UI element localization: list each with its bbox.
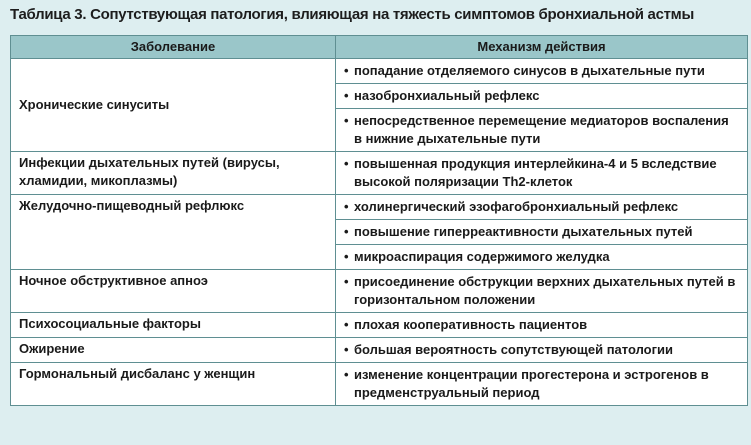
table-row	[11, 270, 748, 313]
column-header-disease: Заболевание	[11, 36, 336, 59]
table-row	[11, 59, 748, 152]
mechanism-cell	[336, 338, 748, 363]
table-header-row	[11, 36, 748, 59]
bullet-icon: •	[344, 113, 349, 128]
disease-cell: Ожирение	[11, 338, 336, 363]
table-row	[11, 363, 748, 406]
mechanism-item	[336, 363, 747, 405]
mechanism-item	[336, 152, 747, 194]
bullet-icon: •	[344, 249, 349, 264]
mechanism-item	[336, 195, 747, 219]
mechanism-text: назобронхиальный рефлекс	[354, 88, 540, 103]
bullet-icon: •	[344, 317, 349, 332]
column-header-mechanism: Механизм действия	[336, 36, 748, 59]
mechanism-item	[336, 270, 747, 312]
mechanism-item	[336, 219, 747, 244]
bullet-icon: •	[344, 199, 349, 214]
table-row	[11, 152, 748, 195]
mechanism-text: большая вероятность сопутствующей патологии	[354, 342, 674, 357]
mechanism-text: плохая кооперативность пациентов	[354, 317, 588, 332]
mechanism-cell	[336, 313, 748, 338]
bullet-icon: •	[344, 274, 349, 289]
bullet-icon: •	[344, 88, 349, 103]
table-row	[11, 313, 748, 338]
mechanism-text: непосредственное перемещение медиаторов воспаления в нижние дыхательные пути	[354, 113, 729, 146]
mechanism-item	[336, 313, 747, 337]
bullet-icon: •	[344, 224, 349, 239]
bullet-icon: •	[344, 342, 349, 357]
mechanism-cell	[336, 195, 748, 270]
disease-cell: Хронические синуситы	[11, 59, 336, 152]
disease-cell: Психосоциальные факторы	[11, 313, 336, 338]
disease-cell: Инфекции дыхательных путей (вирусы, хламидии, микоплазмы)	[11, 152, 336, 195]
mechanism-item	[336, 108, 747, 151]
mechanism-text: холинергический эзофагобронхиальный рефлекс	[354, 199, 679, 214]
mechanism-cell	[336, 152, 748, 195]
comorbidity-table	[10, 35, 748, 406]
mechanism-item	[336, 59, 747, 83]
mechanism-text: повышенная продукция интерлейкина-4 и 5 вследствие высокой поляризации Th2-клеток	[354, 156, 717, 189]
mechanism-item	[336, 338, 747, 362]
mechanism-text: присоединение обструкции верхних дыхательных путей в горизонтальном положении	[354, 274, 736, 307]
mechanism-text: микроаспирация содержимого желудка	[354, 249, 610, 264]
mechanism-cell	[336, 270, 748, 313]
mechanism-text: повышение гиперреактивности дыхательных путей	[354, 224, 693, 239]
mechanism-cell	[336, 59, 748, 152]
bullet-icon: •	[344, 156, 349, 171]
bullet-icon: •	[344, 63, 349, 78]
bullet-icon: •	[344, 367, 349, 382]
table-row	[11, 338, 748, 363]
mechanism-text: попадание отделяемого синусов в дыхательные пути	[354, 63, 705, 78]
mechanism-item	[336, 83, 747, 108]
table-body	[11, 59, 748, 406]
table-row	[11, 195, 748, 270]
disease-cell: Гормональный дисбаланс у женщин	[11, 363, 336, 406]
table-title: Таблица 3. Сопутствующая патология, влияющая на тяжесть симптомов бронхиальной астмы	[10, 6, 694, 23]
mechanism-text: изменение концентрации прогестерона и эстрогенов в предменструальный период	[354, 367, 709, 400]
mechanism-item	[336, 244, 747, 269]
disease-cell: Ночное обструктивное апноэ	[11, 270, 336, 313]
disease-cell: Желудочно-пищеводный рефлюкс	[11, 195, 336, 270]
mechanism-cell	[336, 363, 748, 406]
